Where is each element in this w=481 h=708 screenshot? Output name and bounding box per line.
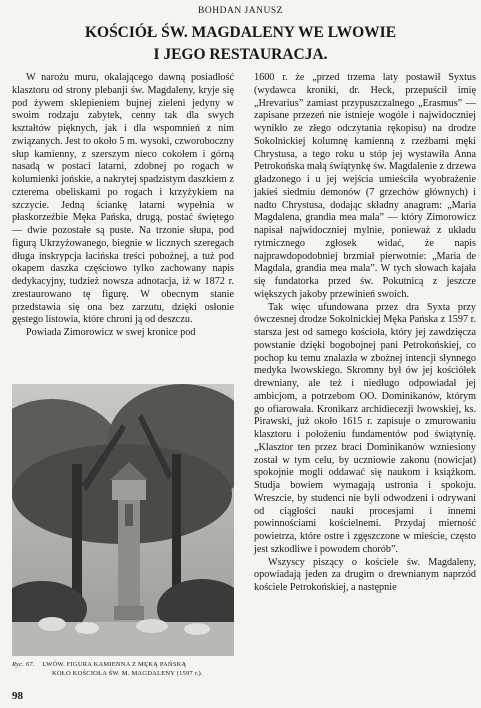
title-line-1: KOŚCIÓŁ ŚW. MAGDALENY WE LWOWIE — [84, 24, 397, 41]
title-line-2: I JEGO RESTAURACJA. — [153, 46, 328, 63]
running-header: BOHDAN JANUSZ — [198, 6, 283, 16]
left-column — [12, 72, 234, 340]
paragraph: 1600 r. że „przed trzema laty postawił Syxtus (wydawca kroniki, dr. Heck, przepuścił imię „Hrevarius” zamiast przypuszczalnego „Erasmus” — zapisane przezeń nie istnieje wogóle i najwidoczniej wynikło ze złego odczytania rękopisu) na drodze Sokolnickiej kolumnę kamienną z rzeźbami męki Chrystusa, a tego roku u stóp jej wystawiła Anna Petrokońska małą świątynkę św. Magdalenie z drzewa gładzonego i u jej wejścia umieściła wyobrażenie jakieś siedmiu demonów (7 grzechów głównych) i nadto Chrystusa, dodając składny anagram: „Maria Magdalena, grandia mea mala” — który Zimorowicz napisał najwidoczniej mylnie, ponieważ z układu rytmicznego zgłosek widać, że napis najprawdopodobniej brzmiał pierwotnie: „Maria de Magdala, grandia mea mala”. W tych słowach kajała się fundatorka przed św. Pokutnicą z jeszcze większych jakoby przewinień swoich. — [254, 72, 476, 300]
figure-photo — [12, 384, 234, 656]
paragraph: Tak więc ufundowana przez dra Syxta przy ówczesnej drodze Sokolnickiej Męka Pańska z 1597 r. starsza jest od samego kościoła, który jej zawdzięcza powstanie dzięki bogobojnej pani Petrokońskiej, co pochop ku temu znalazła w zbożnej intencji słynnego medyka lwowskiego. Skromny był ów jej kościółek drewniany, ale też i niedługo odpowiadał jej ambicjom, a potrzebom OO. Dominikanów, którym go ofiarowała. Kronikarz archidiecezji lwowskiej, ks. Pirawski, już około 1615 r. zapisuje o zmurowaniu klasztoru i położeniu fundamentów pod świątynię. „Klasztor ten przez braci Dominikanów wzniesiony został w tym celu, by uczniowie zakonu (nowicjat) spokojnie mogli oddawać się naukom i książkom. Studja bowiem wymagają ustronia i spokoju. Wreszcie, by studenci nie byli odwodzeni i odrywani od ciągłości nauki procesjami i innemi powinnościami kościelnemi. Przydaj mierność powietrza, które ostre i zgęszczone w mieście, często jest szkodliwe i powodem chorób”. — [254, 301, 476, 555]
article-title — [0, 22, 481, 66]
paragraph: Powiada Zimorowicz w swej kronice pod — [26, 327, 196, 338]
caption-line-1: LWÓW. FIGURA KAMIENNA Z MĘKĄ PAŃSKĄ — [42, 661, 187, 668]
page-number: 98 — [12, 690, 23, 702]
figure-number: Ryc. 67. — [12, 661, 35, 668]
right-column — [254, 72, 476, 595]
photo-stone-column-in-foliage — [12, 384, 234, 656]
figure-caption — [12, 660, 234, 678]
caption-line-2: KOŁO KOŚCIOŁA ŚW. M. MAGDALENY (1597 r.). — [52, 670, 203, 677]
paragraph: Wszyscy piszący o kościele św. Magdaleny, opowiadają jeden za drugim o drewnianym naprzód kościele Petrokońskiej, a następnie — [254, 556, 476, 593]
paragraph: W narożu muru, okalającego dawną posiadłość klasztoru od strony plebanji św. Magdaleny, kryje się pod żywem sklepieniem bujnej zieleni jedyny w swoim rodzaju zabytek, cenny tak dla swych kształtów pięknych, jak i dla wspomnień z nim związanych. Jest to około 5 m. wysoki, czworoboczny słup kamienny, z szerszym nieco cokołem i górną nasadą w postaci latarni, zdobnej po rogach w kolumienki jońskie, a nakrytej spadzistym daszkiem z czterema obeliskami po rogach i krzyżykiem na szczycie. Jedną ściankę latarni wypełnia w płaskorzeźbie Męka Pańska, drugą, postać świętego — dwie pozostałe są puste. Na trzonie słupa, pod figurą Ukrzyżowanego, biegnie w licznych szeregach długa inskrypcja łacińska treści pobożnej, a tuż pod okapem daszka częściowo tylko zachowany napis dedykacyjny, tudzież nowsza adnotacja, iż w 1872 r. zrestaurowano tę figurę. W obecnym stanie przedstawia się ona bez zarzutu, dzięki osłonie gęstego listowia, które chroni ją od deszczu. — [12, 72, 234, 326]
